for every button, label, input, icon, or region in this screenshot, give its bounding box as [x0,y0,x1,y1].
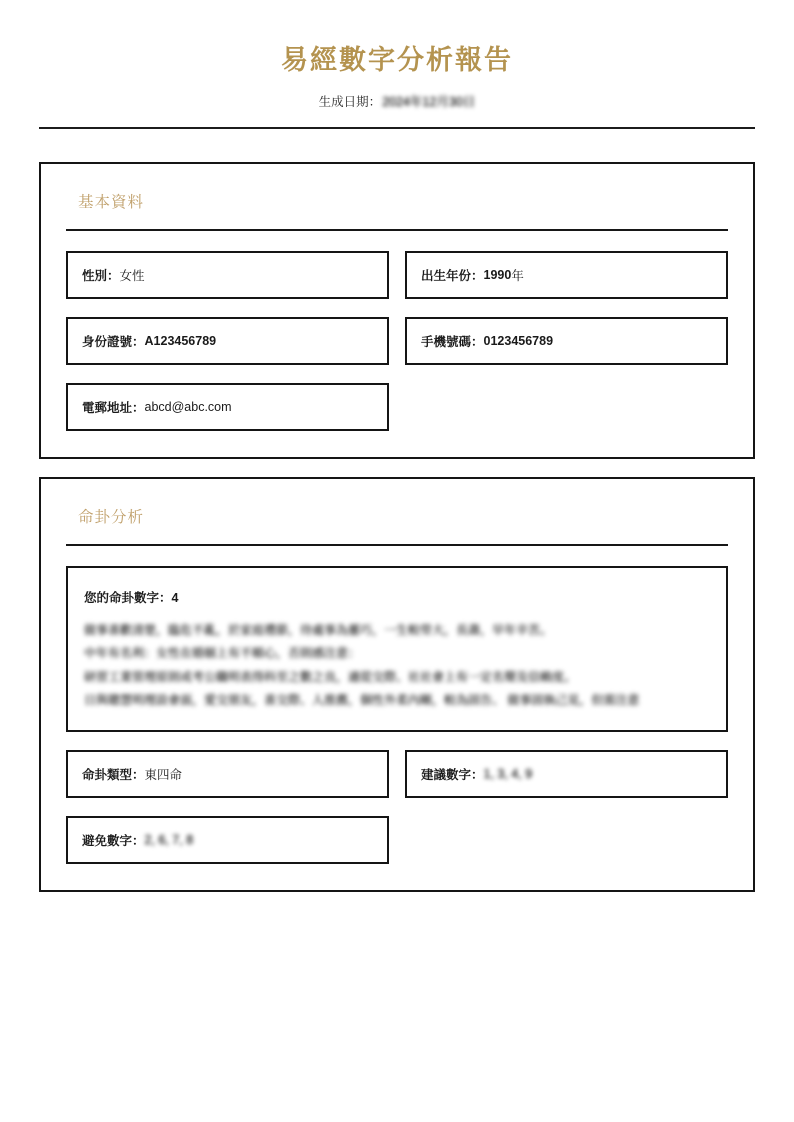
ming-gua-number [84,588,710,606]
basic-info-field-grid [66,251,728,431]
field-phone-number-label: 手機號碼： [421,334,484,349]
field-ming-gua-type-value: 東四命 [144,768,183,783]
page-title: 易經數字分析報告 [281,45,513,75]
generated-date-value: 2024年12月30日 [382,94,476,109]
ming-gua-description-line: 研習工業管理原則或考公職明表得科至之數之良，適從交際、社社會上有一定名聲及信賴度。 [84,669,577,684]
field-gender-value: 女性 [119,268,145,283]
ming-gua-number-label: 您的命卦數字： [84,590,172,605]
generated-date [39,92,755,110]
field-gender-label: 性別： [82,268,120,283]
field-avoid-numbers [66,816,389,864]
field-birth-year-label: 出生年份： [421,268,484,283]
field-birth-year-suffix: 年 [511,268,524,283]
report-header [39,0,755,129]
ming-gua-analysis-box [66,566,728,733]
field-phone-number-value: 0123456789 [483,333,554,348]
field-email [66,383,389,431]
section-divider-ming-gua [66,544,728,546]
generated-date-label: 生成日期： [318,94,382,109]
field-ming-gua-type [66,750,389,798]
field-recommended-numbers-value: 1, 3, 4, 9 [483,767,533,782]
field-recommended-numbers [405,750,728,798]
field-gender [66,251,389,299]
field-phone-number [405,317,728,365]
field-id-number-label: 身份證號： [82,334,145,349]
field-email-label: 電郵地址： [82,400,145,415]
section-basic-info [39,162,755,459]
ming-gua-description-line: 做事固執己見，但需注意 [507,692,640,707]
field-avoid-numbers-value: 2, 6, 7, 8 [144,833,194,848]
field-recommended-numbers-label: 建議數字： [421,768,484,783]
ming-gua-description-line: 日與聰慧明理設會面，愛交朋友，喜交際、人推薦，個性外柔內剛，較為固告、 [84,692,505,707]
section-ming-gua-analysis [39,477,755,893]
field-birth-year-value: 1990 [483,267,512,282]
field-email-value: abcd@abc.com [144,399,232,414]
field-id-number-value: A123456789 [144,333,217,348]
section-heading-ming-gua: 命卦分析 [78,508,145,526]
field-avoid-numbers-label: 避免數字： [82,834,145,849]
field-birth-year [405,251,728,299]
field-id-number [66,317,389,365]
ming-gua-number-value: 4 [171,590,179,605]
header-divider [39,127,755,129]
ming-gua-description-line: 中年有名利：女性在婚姻上有不順心，否則感注意： [84,646,361,661]
ming-gua-field-grid [66,750,728,864]
section-divider-basic-info [66,229,728,231]
section-heading-basic-info: 基本資料 [78,193,145,211]
ming-gua-description [84,619,710,713]
ming-gua-description-line: 做事喜歡清楚，臨危不亂，於家庭禮節，待處事為靈巧，一生較勞大，長壽，早年辛苦。 [84,622,553,637]
field-ming-gua-type-label: 命卦類型： [82,768,145,783]
